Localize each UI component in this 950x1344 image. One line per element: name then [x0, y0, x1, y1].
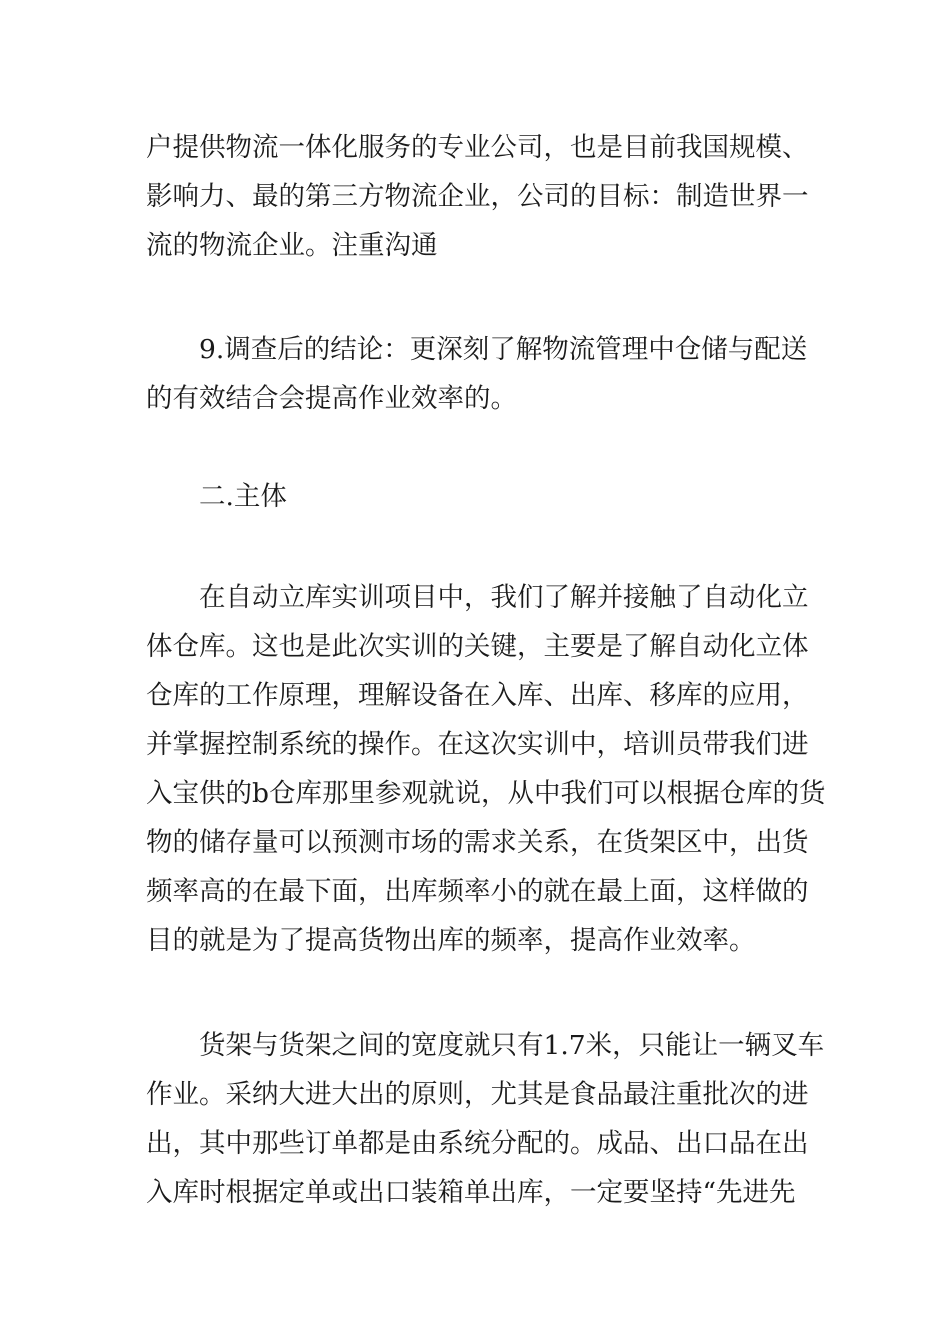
text-line: 目的就是为了提高货物出库的频率，提高作业效率。 [146, 925, 756, 956]
text-line: 货架与货架之间的宽度就只有1.7米，只能让一辆叉车 [199, 1030, 825, 1061]
text-line: 并掌握控制系统的操作。在这次实训中，培训员带我们进 [146, 729, 809, 760]
text-line: 在自动立库实训项目中，我们了解并接触了自动化立 [199, 582, 809, 613]
text-line: 的有效结合会提高作业效率的。 [146, 383, 517, 414]
text-line: 频率高的在最下面，出库频率小的就在最上面，这样做的 [146, 876, 809, 907]
text-line: 体仓库。这也是此次实训的关键，主要是了解自动化立体 [146, 631, 809, 662]
text-line: 仓库的工作原理，理解设备在入库、出库、移库的应用， [146, 680, 809, 711]
text-line: 影响力、最的第三方物流企业，公司的目标：制造世界一 [146, 181, 809, 212]
text-line: 户提供物流一体化服务的专业公司，也是目前我国规模、 [146, 132, 809, 163]
text-line: 9.调查后的结论：更深刻了解物流管理中仓储与配送 [199, 334, 808, 365]
paragraph-company-intro [146, 123, 811, 270]
text-line: 入库时根据定单或出口装箱单出库，一定要坚持“先进先 [146, 1177, 796, 1208]
text-line: 流的物流企业。注重沟通 [146, 230, 438, 261]
text-line: 作业。采纳大进大出的原则，尤其是食品最注重批次的进 [146, 1079, 809, 1110]
text-line: 入宝供的b仓库那里参观就说，从中我们可以根据仓库的货 [146, 778, 826, 809]
text-line: 出，其中那些订单都是由系统分配的。成品、出口品在出 [146, 1128, 809, 1159]
paragraph-conclusion [146, 325, 811, 423]
paragraph-shelf-width [146, 1021, 825, 1217]
heading-text: 二.主体 [199, 481, 287, 512]
text-line: 物的储存量可以预测市场的需求关系，在货架区中，出货 [146, 827, 809, 858]
paragraph-automated-warehouse [146, 573, 826, 965]
section-heading [146, 472, 811, 521]
